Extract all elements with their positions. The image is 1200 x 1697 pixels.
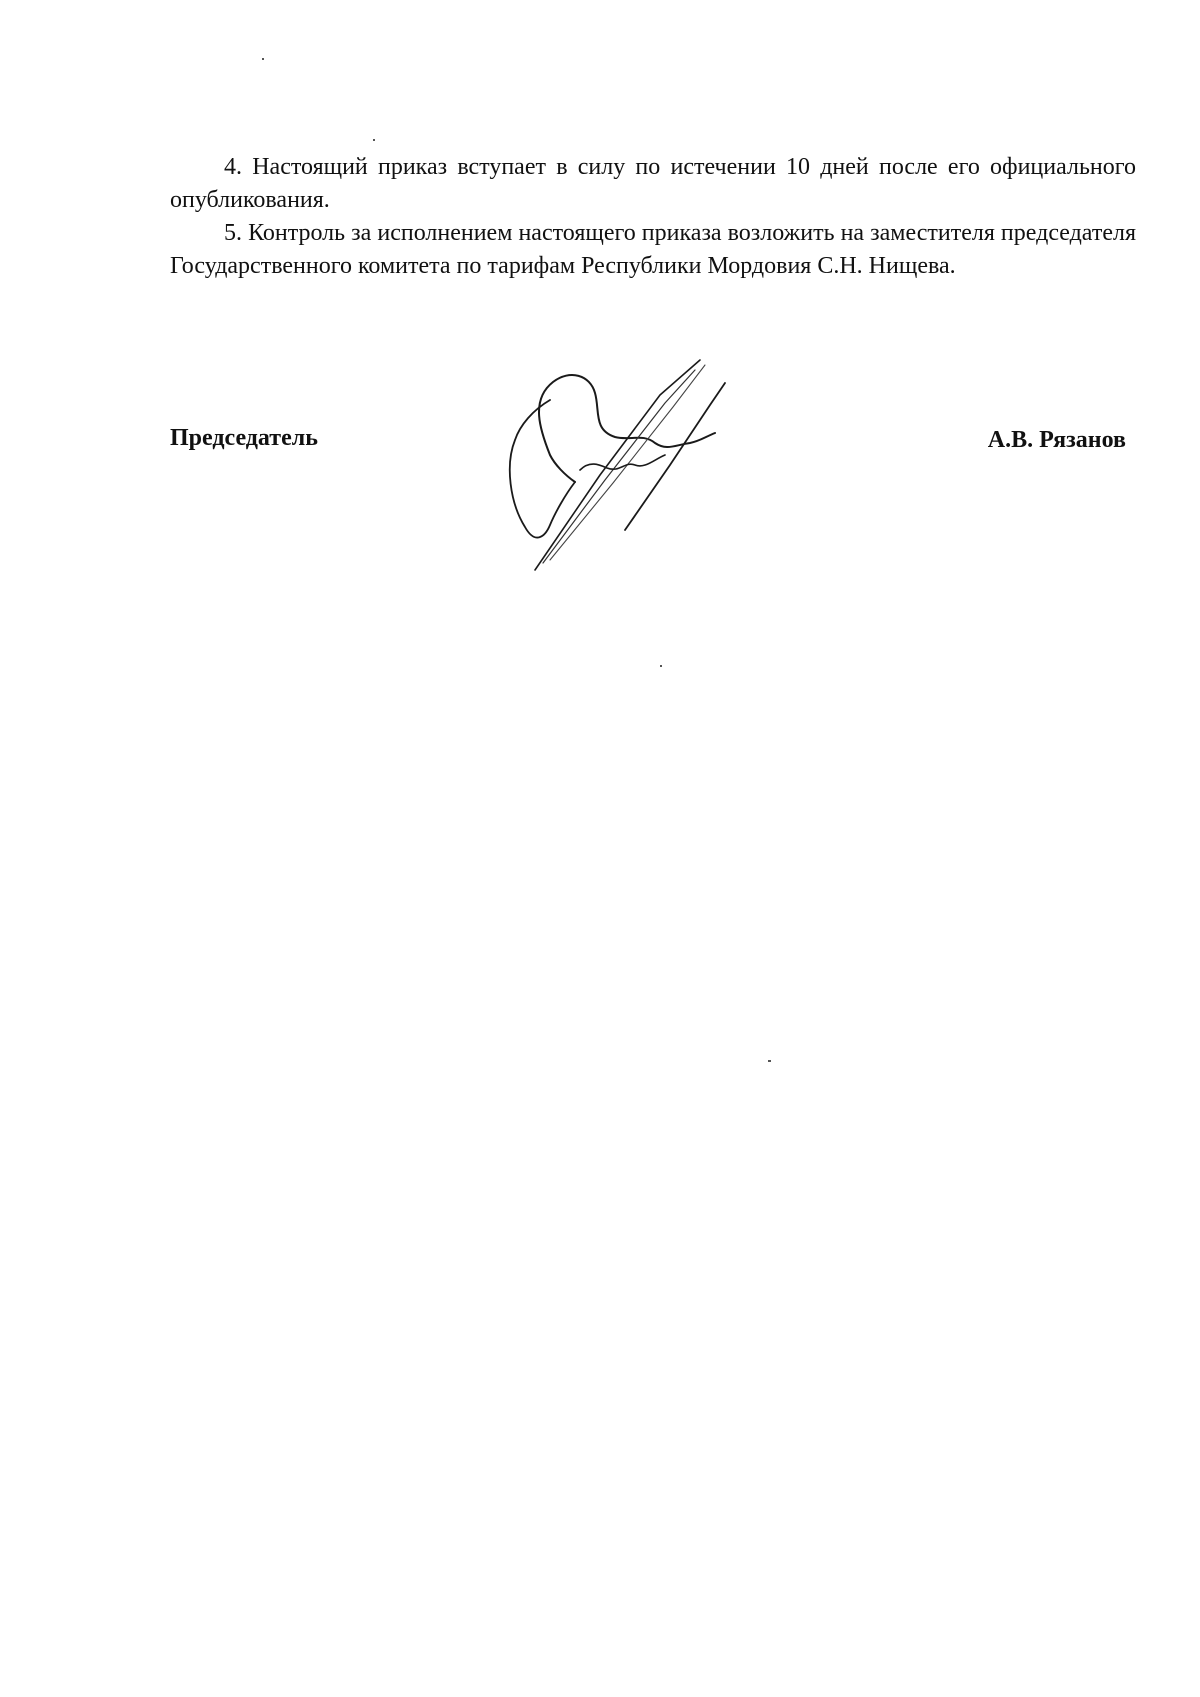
scan-speck (660, 665, 662, 667)
document-body (170, 151, 1136, 283)
scan-speck (768, 1060, 771, 1062)
scan-speck (373, 139, 375, 141)
paragraph-5: 5. Контроль за исполнением настоящего приказа возложить на заместителя председателя Государственного комитета по тарифам Республики Мордовия С.Н. Нищева. (170, 220, 1136, 279)
scan-speck (262, 58, 264, 60)
paragraph-4: 4. Настоящий приказ вступает в силу по истечении 10 дней после его официального опубликования. (170, 154, 1136, 213)
signatory-name: А.В. Рязанов (987, 427, 1126, 453)
handwritten-signature (495, 355, 795, 580)
signatory-title: Председатель (170, 425, 318, 451)
